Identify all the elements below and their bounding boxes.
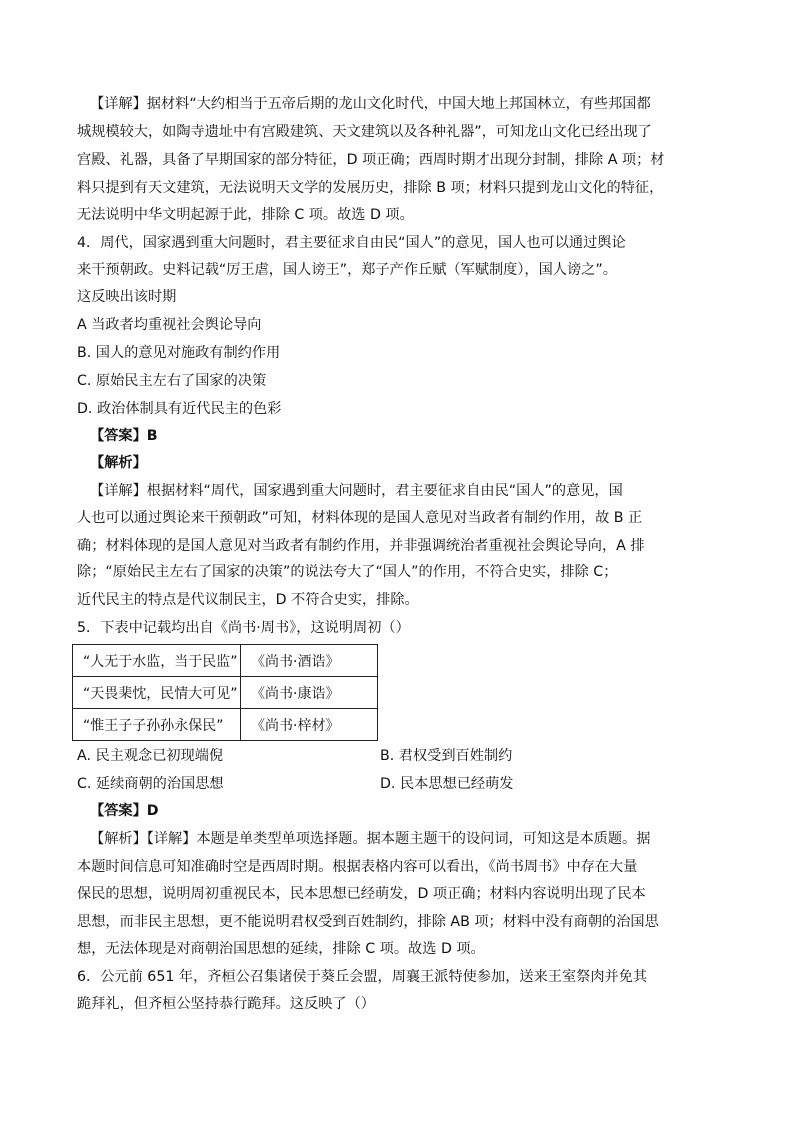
q4-analysis-label: 【解析】 — [90, 455, 147, 471]
q5-option-d: D. 民本思想已经萌发 — [380, 776, 514, 792]
q4-analysis-line-3: 确；材料体现的是国人意见对当政者有制约作用，并非强调统治者重视社会舆论导向，A 排 — [77, 538, 645, 554]
q4-option-d: D. 政治体制具有近代民主的色彩 — [77, 401, 282, 417]
q5-analysis-line-1: 【解析】【详解】本题是单类型单项选择题。据本题主题干的设问词，可知这是本质题。据 — [90, 831, 651, 847]
q4-analysis-line-4: 除；“原始民主左右了国家的决策”的说法夸大了“国人”的作用，不符合史实，排除 C； — [77, 564, 618, 580]
table-cell-source: 《尚书·康诰》 — [241, 677, 378, 709]
table-cell-quote: “惟王子子孙孙永保民” — [73, 709, 241, 741]
q5-option-b: B. 君权受到百姓制约 — [380, 748, 513, 764]
q4-option-a: A 当政者均重视社会舆论导向 — [77, 317, 262, 333]
q3-explanation-line-2: 城规模较大，如陶寺遗址中有宫殿建筑、天文建筑以及各种礼器”，可知龙山文化已经出现了 — [77, 124, 652, 140]
q5-option-c: C. 延续商朝的治国思想 — [77, 776, 224, 792]
q3-explanation-line-5: 无法说明中华文明起源于此，排除 C 项。故选 D 项。 — [77, 207, 414, 223]
q4-analysis-line-1: 【详解】根据材料“周代，国家遇到重大问题时，君主要征求自由民“国人”的意见，国 — [90, 483, 623, 499]
q3-explanation-line-3: 宫殿、礼器，具备了早期国家的部分特征，D 项正确；西周时期才出现分封制，排除 A 项；材 — [77, 152, 665, 168]
q5-source-table — [72, 644, 378, 741]
table-row — [73, 645, 378, 677]
q4-option-c: C. 原始民主左右了国家的决策 — [77, 373, 267, 389]
q4-stem-line-3: 这反映出该时期 — [77, 289, 177, 305]
q5-analysis-line-2: 本题时间信息可知准确时空是西周时期。根据表格内容可以看出，《尚书周书》中存在大量 — [77, 859, 638, 875]
q5-analysis-line-4: 思想，而非民主思想，更不能说明君权受到百姓制约，排除 AB 项；材料中没有商朝的治国思 — [77, 914, 659, 930]
q5-analysis-line-3: 保民的思想，说明周初重视民本，民本思想已经萌发，D 项正确；材料内容说明出现了民本 — [77, 886, 646, 902]
table-cell-source: 《尚书·梓材》 — [241, 709, 378, 741]
table-cell-source: 《尚书·酒诰》 — [241, 645, 378, 677]
q4-stem-line-2: 来干预朝政。史料记载“厉王虐，国人谤王”，郑子产作丘赋（军赋制度），国人谤之”。 — [77, 262, 617, 278]
q5-answer: 【答案】D — [90, 803, 159, 819]
table-row — [73, 677, 378, 709]
table-cell-quote: “人无于水监，当于民监” — [73, 645, 241, 677]
table-row — [73, 709, 378, 741]
q5-stem: 5．下表中记载均出自《尚书·周书》，这说明周初（） — [77, 620, 410, 636]
q4-option-b: B. 国人的意见对施政有制约作用 — [77, 345, 281, 361]
q6-stem-line-1: 6．公元前 651 年，齐桓公召集诸侯于葵丘会盟，周襄王派特使参加，送来王室祭肉并免其 — [77, 969, 648, 985]
q6-stem-line-2: 跪拜礼，但齐桓公坚持恭行跪拜。这反映了（） — [77, 996, 375, 1012]
q4-stem-line-1: 4．周代，国家遇到重大问题时，君主要征求自由民“国人”的意见，国人也可以通过舆论 — [77, 235, 626, 251]
q5-analysis-line-5: 想，无法体现是对商朝治国思想的延续，排除 C 项。故选 D 项。 — [77, 941, 485, 957]
q4-answer: 【答案】B — [90, 428, 158, 444]
q4-analysis-line-2: 人也可以通过舆论来干预朝政”可知，材料体现的是国人意见对当政者有制约作用，故 B 正 — [77, 510, 643, 526]
q3-explanation-line-4: 料只提到有天文建筑，无法说明天文学的发展历史，排除 B 项；材料只提到龙山文化的特征， — [77, 180, 664, 196]
q4-analysis-line-5: 近代民主的特点是代议制民主，D 不符合史实，排除。 — [77, 592, 419, 608]
table-cell-quote: “天畏棐忱，民情大可见” — [73, 677, 241, 709]
q5-option-a: A. 民主观念已初现端倪 — [77, 748, 224, 764]
q3-explanation-line-1: 【详解】据材料“大约相当于五帝后期的龙山文化时代，中国大地上邦国林立，有些邦国都 — [90, 96, 651, 112]
